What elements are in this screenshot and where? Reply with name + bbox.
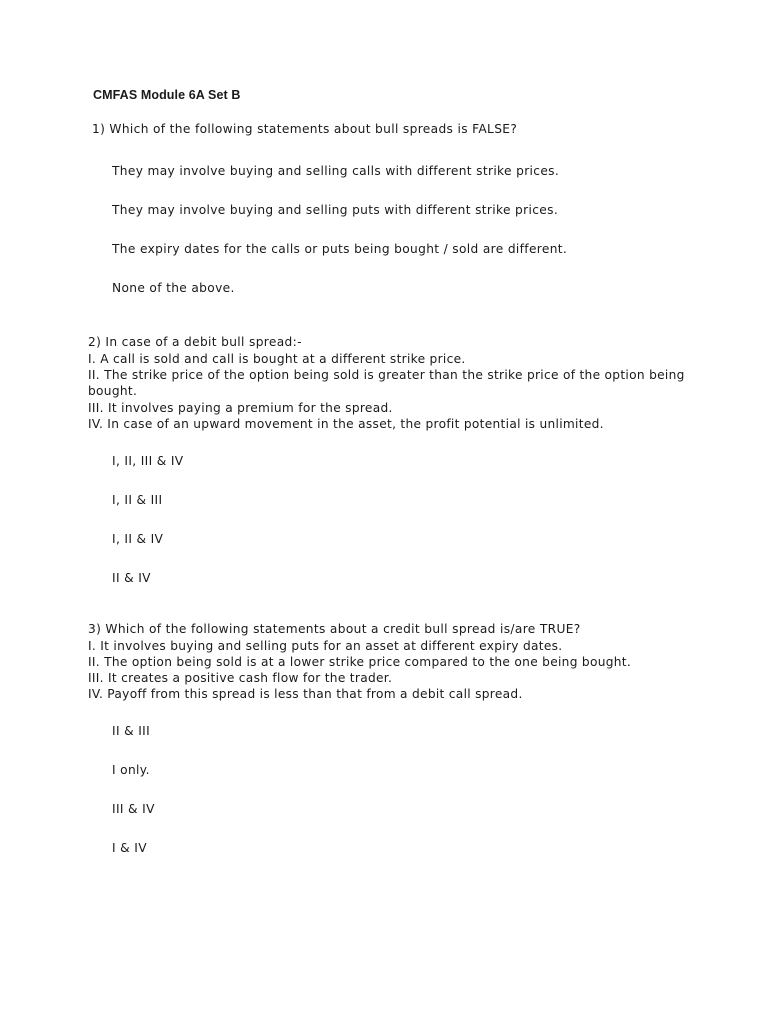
question-1-option-b: They may involve buying and selling puts with different strike prices. (112, 203, 559, 217)
question-2-statement-4: IV. In case of an upward movement in the asset, the profit potential is unlimited. (88, 417, 604, 431)
question-3-option-b: I only. (112, 763, 150, 777)
question-2-option-c: I, II & IV (112, 532, 164, 546)
question-3-statement-2: II. The option being sold is at a lower strike price compared to the one being bought. (88, 655, 632, 669)
question-2-prompt: 2) In case of a debit bull spread:- (88, 335, 302, 349)
question-1-option-c: The expiry dates for the calls or puts being bought / sold are different. (112, 242, 568, 256)
question-1-option-d: None of the above. (112, 281, 235, 295)
question-2-statement-1: I. A call is sold and call is bought at a different strike price. (88, 352, 466, 366)
question-1-option-a: They may involve buying and selling calls with different strike prices. (112, 164, 560, 178)
question-3-option-a: II & III (112, 724, 151, 738)
question-3-statement-4: IV. Payoff from this spread is less than that from a debit call spread. (88, 687, 523, 701)
question-1-prompt: 1) Which of the following statements about bull spreads is FALSE? (92, 122, 518, 136)
question-2-statement-2: II. The strike price of the option being sold is greater than the strike price of the option being bought. (88, 368, 685, 399)
question-2-statement-3: III. It involves paying a premium for the spread. (88, 401, 393, 415)
question-2-option-b: I, II & III (112, 493, 163, 507)
question-3-option-d: I & IV (112, 841, 147, 855)
question-3-statement-1: I. It involves buying and selling puts for an asset at different expiry dates. (88, 639, 563, 653)
document-title: CMFAS Module 6A Set B (93, 88, 241, 102)
question-3-option-c: III & IV (112, 802, 155, 816)
question-2-option-a: I, II, III & IV (112, 454, 184, 468)
question-3-prompt: 3) Which of the following statements about a credit bull spread is/are TRUE? (88, 622, 581, 636)
question-3-statement-3: III. It creates a positive cash flow for the trader. (88, 671, 393, 685)
question-2-option-d: II & IV (112, 571, 151, 585)
